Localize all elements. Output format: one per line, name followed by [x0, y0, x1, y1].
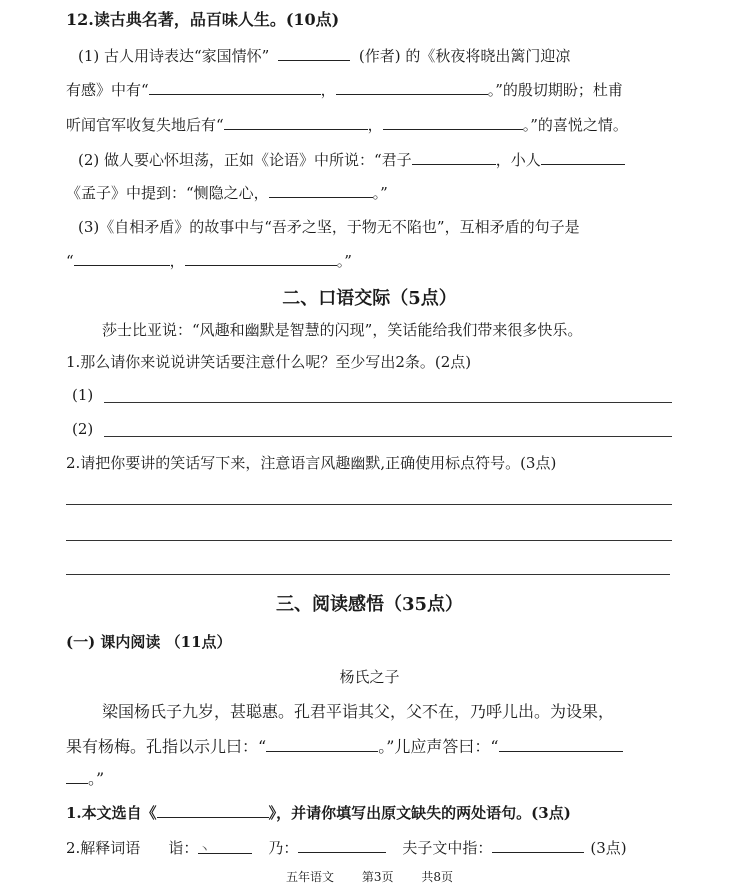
q12-part3-line1: (3)《自相矛盾》的故事中与“吾矛之坚，于物无不陷也”，互相矛盾的句子是 [78, 218, 580, 236]
q12-p3-text: “ [66, 252, 74, 270]
article-blank-1[interactable] [266, 736, 378, 752]
q12-part1-line3 [66, 114, 628, 136]
article-text: 。” [88, 769, 105, 788]
oral-question-1: 1.那么请你来说说讲笑话要注意什么呢？至少写出2条。(2点) [66, 353, 472, 371]
mencius-blank[interactable] [269, 182, 373, 198]
poem-blank-4[interactable] [383, 114, 523, 130]
poem-blank-3[interactable] [224, 114, 368, 130]
contradiction-blank-1[interactable] [74, 250, 170, 266]
yi-blank[interactable]: 丶 [198, 838, 252, 854]
q12-title: 12.读古典名著，品百味人生。(10点) [66, 10, 340, 29]
reading-q2-text: 2.解释词语 [66, 839, 141, 857]
article-text: 。”儿应声答曰：“ [378, 737, 499, 756]
q12-part1-line2 [66, 79, 623, 101]
oral-answer-line-2[interactable] [104, 436, 672, 437]
article-blank-2[interactable] [499, 736, 623, 752]
q12-p1-text: (作者) 的《秋夜将晓出篱门迎凉 [358, 47, 571, 65]
q12-part3-line2 [66, 250, 352, 272]
reading-q1-text: 》，并请你填写出原文缺失的两处语句。(3点) [268, 804, 571, 822]
footer-subject: 五年语文 [286, 870, 335, 884]
q12-p2-text: 《孟子》中提到：“恻隐之心， [66, 184, 269, 202]
oral-answer-label-1: (1) [72, 386, 94, 404]
section-reading-title: 三、阅读感悟（35点） [275, 594, 464, 615]
contradiction-blank-2[interactable] [185, 250, 337, 266]
article-title: 杨氏之子 [339, 668, 400, 686]
fuzi-blank[interactable] [492, 837, 584, 853]
article-text: 果有杨梅。孔指以示儿曰：“ [66, 737, 267, 756]
reading-q2-text: 乃： [268, 839, 299, 857]
q12-p3-text: 。” [336, 252, 352, 270]
q12-p1-text: 。”的殷切期盼；杜甫 [487, 81, 623, 99]
reading-question-1 [66, 802, 571, 824]
poem-blank-2[interactable] [336, 79, 488, 95]
q12-part1-line1 [78, 45, 570, 67]
q12-p2-text: (2) 做人要心怀坦荡，正如《论语》中所说：“君子 [78, 151, 412, 169]
page-footer [0, 868, 739, 885]
reading-subsection-title: (一) 课内阅读 （11点） [66, 633, 232, 651]
oral-answer-line-1[interactable] [104, 402, 672, 403]
junzi-blank[interactable] [412, 149, 496, 165]
section-oral-title: 二、口语交际（5点） [282, 288, 457, 309]
author-blank[interactable] [278, 45, 350, 61]
q12-p3-text: ， [169, 252, 185, 270]
source-book-blank[interactable] [157, 802, 269, 818]
q12-p1-text: 有感》中有“ [66, 81, 149, 99]
article-blank-2-cont[interactable] [66, 768, 88, 784]
reading-q2-text: (3点) [590, 839, 627, 857]
q12-p2-text: ，小人 [495, 151, 541, 169]
q12-p1-text: ， [320, 81, 336, 99]
writing-line-1[interactable] [66, 504, 672, 505]
oral-question-2: 2.请把你要讲的笑话写下来，注意语言风趣幽默,正确使用标点符号。(3点) [66, 454, 557, 472]
writing-line-2[interactable] [66, 540, 672, 541]
footer-page-number: 第3页 [361, 870, 394, 884]
xiaoren-blank[interactable] [541, 149, 625, 165]
footer-total-pages: 共8页 [421, 870, 453, 884]
reading-q1-text: 1.本文选自《 [66, 804, 157, 822]
writing-line-3[interactable] [66, 574, 670, 575]
nai-blank[interactable] [298, 837, 386, 853]
q12-p1-text: 听闻官军收复失地后有“ [66, 116, 224, 134]
q12-part2-line2 [66, 182, 388, 204]
section-oral-intro: 莎士比亚说：“风趣和幽默是智慧的闪现”，笑话能给我们带来很多快乐。 [102, 321, 583, 339]
article-paragraph-line3 [66, 768, 104, 790]
poem-blank-1[interactable] [149, 79, 321, 95]
q12-part2-line1 [78, 149, 625, 171]
q12-p1-text: 。”的喜悦之情。 [522, 116, 628, 134]
q12-p2-text: 。” [372, 184, 388, 202]
q12-p1-text: (1) 古人用诗表达“家国情怀” [78, 47, 270, 65]
q12-p1-text: ， [367, 116, 383, 134]
oral-answer-label-2: (2) [72, 420, 94, 438]
article-paragraph-line1: 梁国杨氏子九岁，甚聪惠。孔君平诣其父，父不在，乃呼儿出。为设果， [102, 702, 615, 721]
article-paragraph-line2 [66, 736, 623, 758]
reading-q2-text: 夫子文中指： [402, 839, 493, 857]
reading-q2-text: 诣： [168, 839, 199, 857]
reading-question-2 [66, 837, 627, 859]
